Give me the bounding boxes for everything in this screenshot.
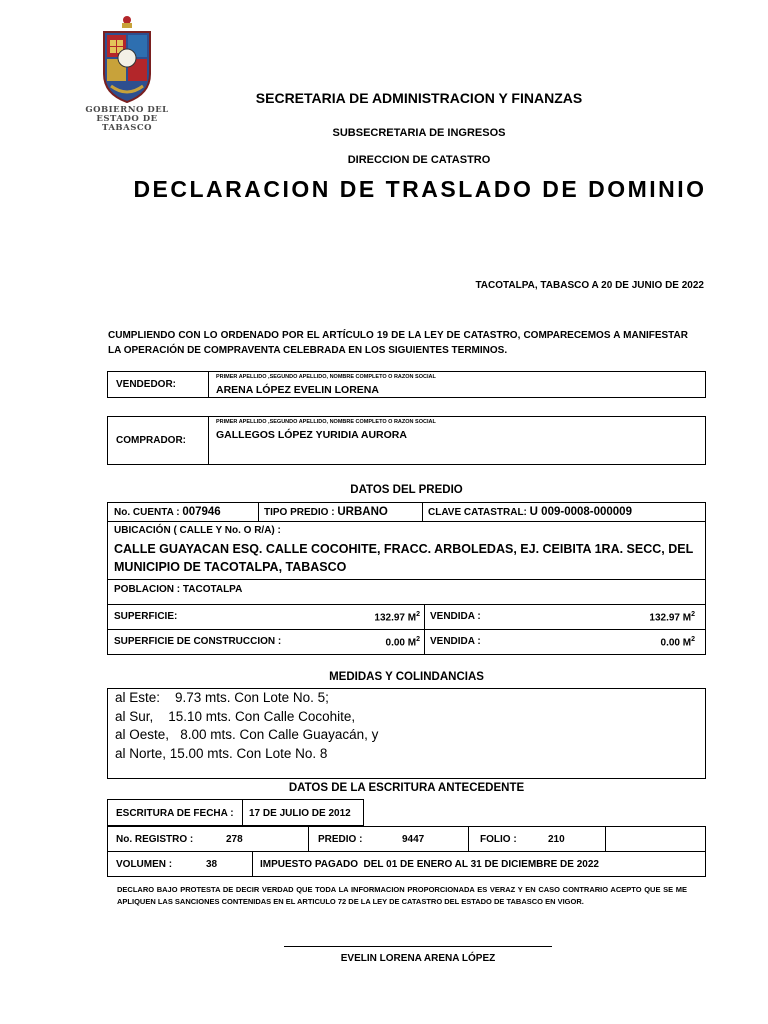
ubicacion-line1: CALLE GUAYACAN ESQ. CALLE COCOHITE, FRACC. ARBOLEDAS, EJ. CEIBITA 1RA. SECC, DEL	[114, 542, 694, 556]
comprador-name-hint: PRIMER APELLIDO ,SEGUNDO APELLIDO, NOMBRE COMPLETO O RAZON SOCIAL	[216, 419, 436, 425]
page-title: DECLARACION DE TRASLADO DE DOMINIO	[133, 176, 707, 202]
cuenta-value: 007946	[182, 506, 221, 518]
vendedor-name: ARENA LÓPEZ EVELIN LORENA	[216, 384, 379, 396]
medida-line: al Norte, 15.00 mts. Con Lote No. 8	[115, 745, 328, 761]
predio-value: 9447	[402, 834, 425, 845]
poblacion: POBLACION : TACOTALPA	[114, 584, 243, 595]
intro-paragraph: CUMPLIENDO CON LO ORDENADO POR EL ARTÍCULO 19 DE LA LEY DE CATASTRO, COMPARECEMOS A MANIFESTAR LA OPERACIÓN DE COMPRAVENTA CELEBRADA EN LOS SIGUIENTES TERMINOS.	[108, 330, 688, 356]
medida-line: al Sur, 15.10 mts. Con Calle Cocohite,	[115, 708, 356, 724]
direccion-heading: DIRECCION DE CATASTRO	[347, 154, 491, 166]
tipo-predio-value: URBANO	[337, 506, 388, 518]
predio-heading: DATOS DEL PREDIO	[350, 484, 463, 496]
clave-catastral: CLAVE CATASTRAL: U 009-0008-000009	[428, 506, 632, 518]
comprador-name: GALLEGOS LÓPEZ YURIDIA AURORA	[216, 429, 407, 441]
escritura-fecha-row	[107, 799, 364, 826]
medida-line: al Este: 9.73 mts. Con Lote No. 5;	[115, 690, 329, 705]
comprador-label: COMPRADOR:	[116, 435, 186, 446]
folio-value: 210	[548, 834, 565, 845]
vendida2-label: VENDIDA :	[430, 636, 481, 647]
subsecretaria-heading: SUBSECRETARIA DE INGRESOS	[332, 127, 506, 139]
ubicacion-line2: MUNICIPIO DE TACOTALPA, TABASCO	[114, 560, 347, 574]
medida-line: al Oeste, 8.00 mts. Con Calle Guayacán, y	[115, 727, 379, 742]
escritura-heading: DATOS DE LA ESCRITURA ANTECEDENTE	[288, 782, 525, 794]
escritura-fecha-label: ESCRITURA DE FECHA :	[116, 808, 234, 819]
signer-name: EVELIN LORENA ARENA LÓPEZ	[340, 953, 496, 964]
construccion-value: 0.00 $M^2$	[385, 636, 420, 649]
folio-label: FOLIO :	[480, 834, 517, 845]
superficie-value: 132.97 $M^2$	[374, 611, 420, 624]
vendedor-name-hint: PRIMER APELLIDO ,SEGUNDO APELLIDO, NOMBRE COMPLETO O RAZON SOCIAL	[216, 374, 436, 380]
construccion-label: SUPERFICIE DE CONSTRUCCION :	[114, 636, 282, 647]
volumen-label: VOLUMEN :	[116, 859, 173, 870]
cuenta-label: No. CUENTA : 007946	[114, 506, 221, 518]
clave-catastral-value: U 009-0008-000009	[529, 506, 632, 518]
declaracion-text: DECLARO BAJO PROTESTA DE DECIR VERDAD QUE TODA LA INFORMACION PROPORCIONADA ES VERAZ Y EN CASO CONTRARIO ACEPTO QUE SE ME APLIQUEN LAS SANCIONES CONTENIDAS EN EL ARTICULO 72 DE LA LEY DE CATASTRO DEL ESTADO DE TABASCO EN VIGOR.	[117, 885, 687, 906]
escritura-fecha-value: 17 DE JULIO DE 2012	[249, 808, 351, 819]
predio-label: PREDIO :	[318, 834, 363, 845]
medidas-heading: MEDIDAS Y COLINDANCIAS	[329, 671, 484, 683]
place-date: TACOTALPA, TABASCO A 20 DE JUNIO DE 2022	[475, 280, 704, 291]
predio-table	[107, 502, 706, 655]
impuesto-pagado: IMPUESTO PAGADO DEL 01 DE ENERO AL 31 DE DICIEMBRE DE 2022	[260, 859, 599, 870]
vendedor-label: VENDEDOR:	[116, 379, 177, 390]
comprador-box	[107, 416, 706, 465]
ubicacion-label: UBICACIÓN ( CALLE Y No. O R/A) :	[114, 525, 281, 536]
superficie-label: SUPERFICIE:	[114, 611, 178, 622]
seal-caption: GOBIERNO DEL ESTADO DE TABASCO	[85, 105, 169, 133]
escritura-table	[107, 826, 706, 877]
vendida2-value: 0.00 $M^2$	[660, 636, 695, 649]
vendedor-box	[107, 371, 706, 398]
tipo-predio: TIPO PREDIO : URBANO	[264, 506, 388, 518]
medidas-box	[107, 688, 706, 779]
signature-line	[284, 946, 552, 947]
registro-label: No. REGISTRO :	[116, 834, 194, 845]
registro-value: 278	[226, 834, 243, 845]
volumen-value: 38	[206, 859, 218, 870]
secretaria-heading: SECRETARIA DE ADMINISTRACION Y FINANZAS	[255, 90, 583, 106]
vendida-value: 132.97 $M^2$	[649, 611, 695, 624]
vendida-label: VENDIDA :	[430, 611, 481, 622]
